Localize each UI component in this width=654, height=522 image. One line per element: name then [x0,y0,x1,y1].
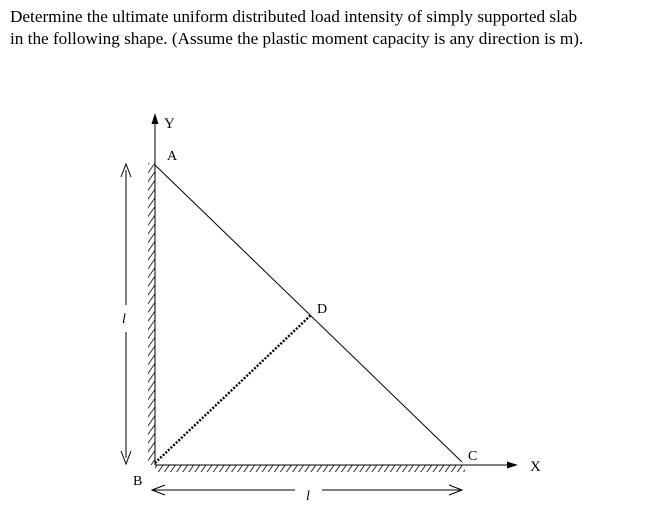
y-axis-label: Y [164,116,175,132]
point-d-label: D [317,302,328,317]
point-a-label: A [167,149,178,164]
vertical-dimension-label: l [122,312,126,327]
left-edge-support-hatch [148,163,155,465]
y-axis-arrowhead [152,113,159,124]
point-c-label: C [468,449,478,464]
x-axis-label: X [530,459,541,475]
horizontal-dimension-label: l [306,489,310,504]
problem-line-1: Determine the ultimate uniform distributed load intensity of simply supported slab [10,7,578,26]
x-axis-arrowhead [507,462,518,469]
free-edge-ac [155,165,462,462]
bottom-edge-support-hatch [155,465,465,472]
problem-line-2: in the following shape. (Assume the plastic moment capacity is any direction is m). [10,29,584,48]
yield-line-bd [155,315,311,463]
point-b-label: B [133,474,143,489]
